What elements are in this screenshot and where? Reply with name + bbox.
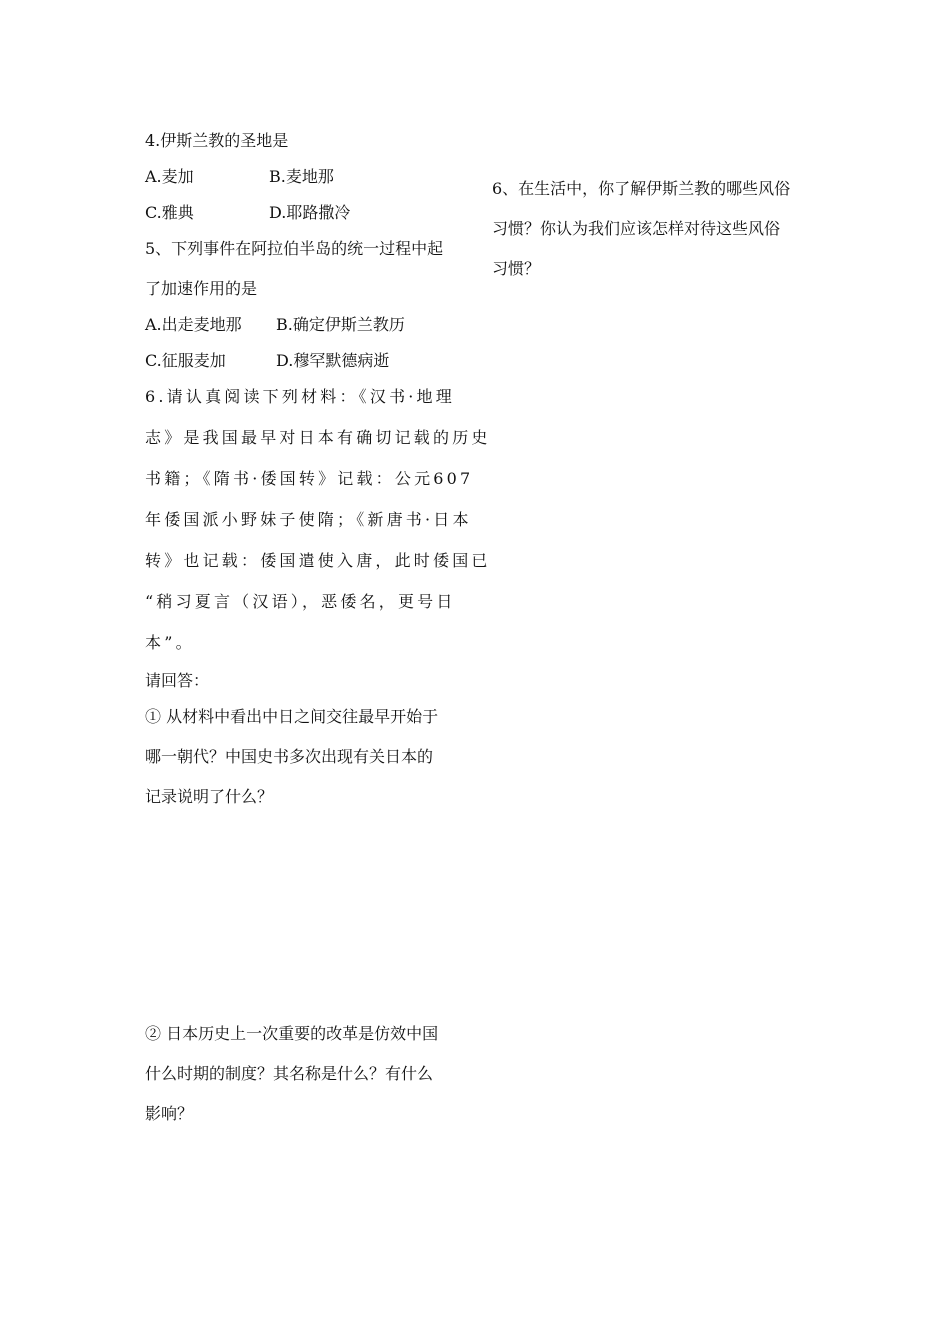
q6-material-line-1: 6.请认真阅读下列材料：《汉书·地理	[145, 387, 455, 406]
q6-material-line-4: 年倭国派小野妹子使隋；《新唐书·日本	[145, 510, 472, 529]
q4-option-c: C.雅典	[145, 203, 194, 222]
q6-sub2-line-3: 影响？	[145, 1104, 194, 1123]
q6-right-line-1: 6、在生活中，你了解伊斯兰教的哪些风俗	[492, 179, 791, 198]
q6-sub1-line-3: 记录说明了什么？	[145, 787, 274, 806]
q6-material-line-3: 书籍；《隋书·倭国转》记载：公元607	[145, 469, 474, 488]
q6-sub2-line-1: ② 日本历史上一次重要的改革是仿效中国	[145, 1024, 439, 1043]
q4-option-a: A.麦加	[145, 167, 194, 186]
q4-option-b: B.麦地那	[269, 167, 334, 186]
q5-option-a: A.出走麦地那	[145, 315, 242, 334]
q6-material-line-6: “稍习夏言（汉语），恶倭名，更号日	[145, 592, 456, 611]
q5-option-c: C.征服麦加	[145, 351, 226, 370]
q5-stem-line-1: 5、下列事件在阿拉伯半岛的统一过程中起	[145, 239, 444, 258]
q5-option-b: B.确定伊斯兰教历	[276, 315, 405, 334]
q6-prompt: 请回答：	[145, 671, 210, 690]
q6-sub2-line-2: 什么时期的制度？其名称是什么？有什么	[145, 1064, 434, 1083]
q6-material-line-2: 志》是我国最早对日本有确切记载的历史	[145, 428, 491, 447]
q4-option-d: D.耶路撒冷	[269, 203, 351, 222]
q5-stem-line-2: 了加速作用的是	[145, 279, 258, 298]
q6-material-line-7: 本”。	[145, 633, 195, 652]
q6-right-line-3: 习惯？	[492, 259, 541, 278]
q6-sub1-line-2: 哪一朝代？中国史书多次出现有关日本的	[145, 747, 434, 766]
q6-material-line-5: 转》也记载：倭国遣使入唐，此时倭国已	[145, 551, 491, 570]
q6-right-line-2: 习惯？你认为我们应该怎样对待这些风俗	[492, 219, 781, 238]
q4-stem: 4.伊斯兰教的圣地是	[145, 131, 289, 150]
q6-sub1-line-1: ① 从材料中看出中日之间交往最早开始于	[145, 707, 439, 726]
q5-option-d: D.穆罕默德病逝	[276, 351, 390, 370]
